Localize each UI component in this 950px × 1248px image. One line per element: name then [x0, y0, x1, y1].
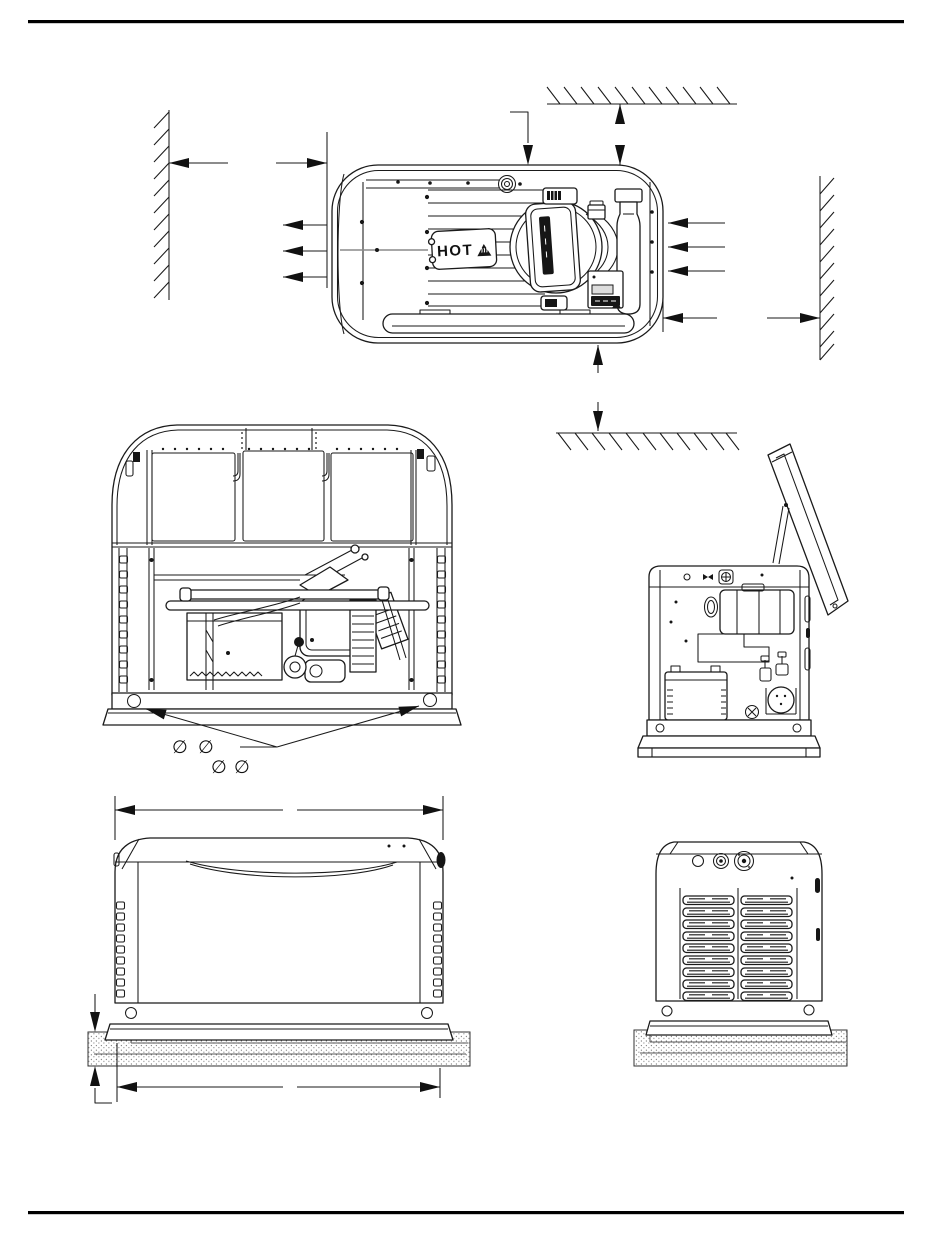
lid-hinge-arm [773, 503, 789, 564]
airflow-arrowhead [283, 246, 303, 256]
top-view-clearances [154, 87, 834, 450]
dim-arrowhead [90, 1066, 100, 1086]
diameter-symbol: ∅ [198, 737, 214, 758]
clearance-dimension-bottom [593, 345, 603, 431]
hot-surface-label [428, 228, 497, 269]
clearance-dimension-left [169, 132, 327, 288]
diameter-symbol: ∅ [234, 757, 250, 778]
front-bumper [383, 310, 634, 333]
wall-left [154, 110, 169, 300]
control-panel [588, 271, 623, 308]
dim-arrowhead [169, 158, 189, 168]
header-rule [28, 20, 904, 23]
dim-arrowhead [615, 104, 625, 124]
generator-end-closed [646, 842, 832, 1035]
side-closed-view [88, 796, 470, 1103]
dim-arrowhead [423, 805, 443, 815]
dim-arrowhead [593, 411, 603, 431]
latch [437, 852, 446, 868]
front-open-view [103, 425, 461, 778]
airflow-arrowhead [283, 220, 303, 230]
dim-arrowhead [663, 313, 683, 323]
side-open-base [638, 720, 820, 757]
dim-arrowhead [307, 158, 327, 168]
airflow-arrowhead [283, 272, 303, 282]
diameter-symbol: ∅ [172, 737, 188, 758]
dim-arrowhead [800, 313, 820, 323]
side-open-view [638, 444, 848, 757]
airflow-arrowhead [668, 218, 688, 228]
clearance-dimension-right [663, 298, 820, 332]
wall-bottom [556, 433, 739, 450]
dim-arrowhead [90, 1012, 100, 1032]
width-dimension-top [115, 796, 443, 840]
dim-arrowhead [523, 145, 533, 165]
dim-arrowhead [615, 145, 625, 165]
generator-side-closed [105, 838, 453, 1040]
control-display [592, 285, 613, 294]
dim-arrowhead [420, 1082, 440, 1092]
hot-label-text: HOT [436, 241, 474, 261]
generator-top-view [332, 165, 663, 343]
battery [665, 666, 727, 720]
callout-leader-top [510, 112, 533, 165]
end-closed-view [634, 842, 847, 1066]
dim-arrowhead [117, 1082, 137, 1092]
dim-arrowhead [115, 805, 135, 815]
airflow-arrows-left [283, 220, 327, 282]
dim-arrowhead [593, 345, 603, 365]
wall-top [547, 87, 737, 104]
airflow-arrows-right [668, 218, 725, 276]
footer-rule [28, 1211, 904, 1214]
muffler-box [187, 613, 282, 690]
airflow-arrowhead [668, 266, 688, 276]
wall-right [820, 176, 834, 360]
clearance-dimension-top [615, 104, 625, 165]
airflow-arrowhead [668, 242, 688, 252]
diameter-symbol: ∅ [211, 757, 227, 778]
